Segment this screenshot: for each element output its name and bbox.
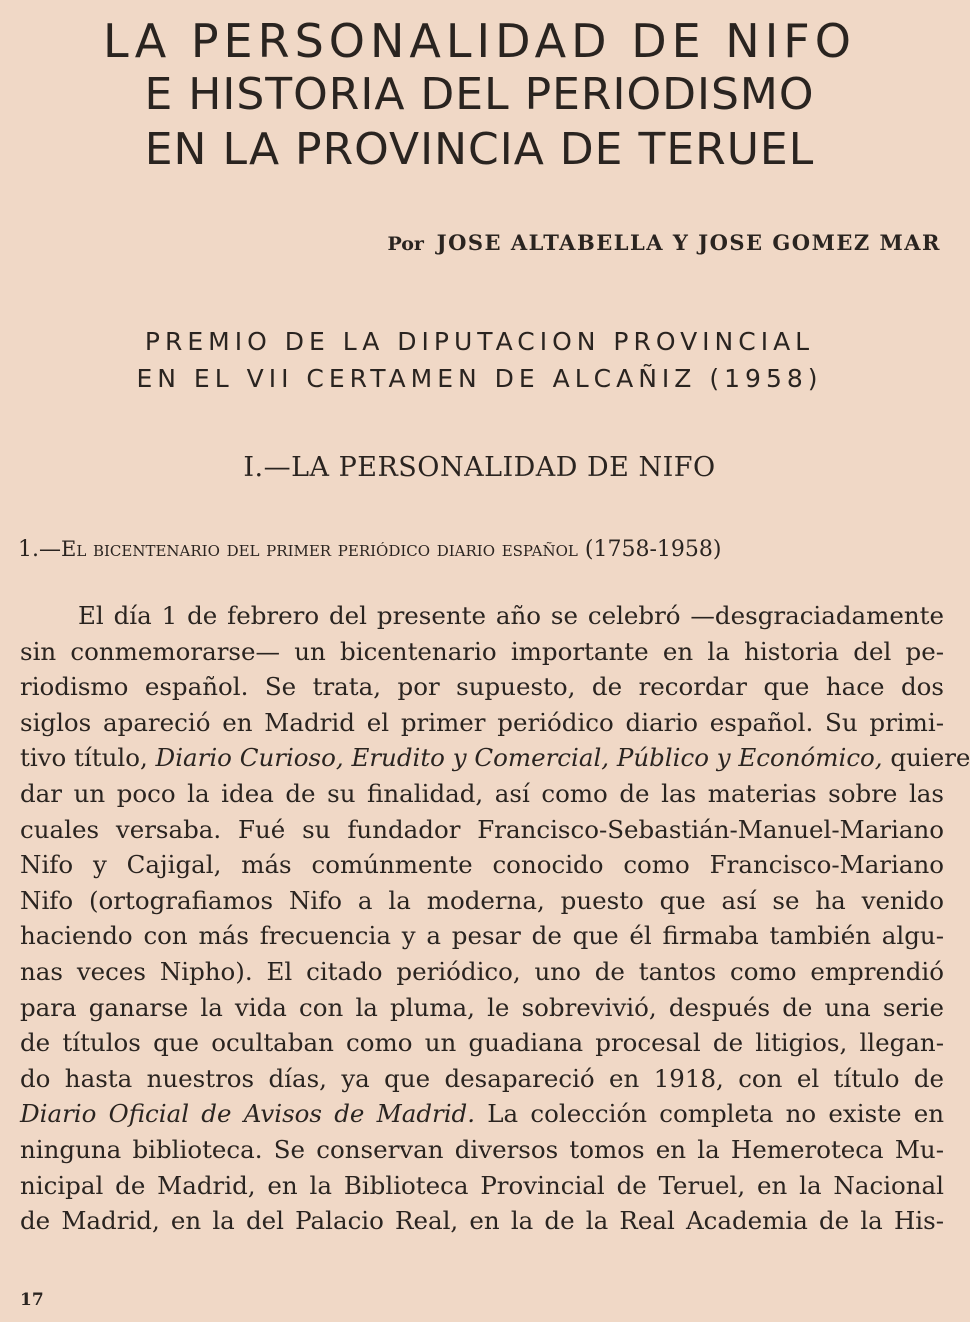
subsection-number: 1.— (18, 537, 61, 562)
text-line: nas veces Nipho). El citado periódico, uno de tantos como emprendió (20, 956, 944, 986)
text-line: Nifo y Cajigal, más comúnmente conocido como Francisco-Mariano (20, 850, 944, 880)
prize-line-2: EN EL VII CERTAMEN DE ALCAÑIZ (1958) (136, 364, 823, 393)
byline (387, 230, 941, 255)
prize-line-1: PREMIO DE LA DIPUTACION PROVINCIAL (144, 327, 815, 356)
title-line-2: E HISTORIA DEL PERIODISMO (144, 69, 815, 120)
text-line (20, 1096, 944, 1132)
page-number: 17 (20, 1290, 44, 1310)
text-line: para ganarse la vida con la pluma, le sobrevivió, después de una serie (20, 992, 944, 1022)
text-line: de títulos que ocultaban como un guadiana procesal de litigios, llegan- (20, 1028, 944, 1058)
text-segment: tivo título, (20, 743, 148, 773)
subsection-title: El bicentenario del primer periódico diario español (61, 537, 578, 561)
periodical-title: Diario Oficial de Avisos de Madrid. (20, 1099, 476, 1129)
byline-prefix: Por (387, 233, 424, 255)
section-heading: I.—LA PERSONALIDAD DE NIFO (243, 452, 716, 483)
text-line: do hasta nuestros días, ya que desapareció en 1918, con el título de (20, 1063, 944, 1093)
title-line-3: EN LA PROVINCIA DE TERUEL (144, 124, 815, 175)
text-line: Nifo (ortografiamos Nifo a la moderna, puesto que así se ha venido (20, 885, 944, 915)
text-line: El día 1 de febrero del presente año se celebró —desgraciadamente (78, 601, 944, 630)
text-line: sin conmemorarse— un bicentenario importante en la historia del pe- (20, 636, 944, 666)
text-line: riodismo español. Se trata, por supuesto, de recordar que hace dos (20, 672, 944, 702)
text-line (20, 740, 970, 776)
text-segment: quiere (890, 743, 970, 773)
periodical-title: Diario Curioso, Erudito y Comercial, Público y Económico, (155, 743, 883, 773)
subsection-years: (1758-1958) (584, 537, 722, 562)
subsection-heading (18, 537, 721, 562)
text-line: nicipal de Madrid, en la Biblioteca Provincial de Teruel, en la Nacional (20, 1170, 944, 1200)
text-line: de Madrid, en la del Palacio Real, en la de la Real Academia de la His- (20, 1206, 944, 1236)
text-line: ninguna biblioteca. Se conservan diversos tomos en la Hemeroteca Mu- (20, 1134, 944, 1164)
text-line: cuales versaba. Fué su fundador Francisco-Sebastián-Manuel-Mariano (20, 814, 944, 844)
text-line: dar un poco la idea de su finalidad, así como de las materias sobre las (20, 778, 944, 808)
text-line: siglos apareció en Madrid el primer periódico diario español. Su primi- (20, 707, 944, 737)
text-line: haciendo con más frecuencia y a pesar de que él firmaba también algu- (20, 921, 944, 951)
author-names: JOSE ALTABELLA Y JOSE GOMEZ MAR (436, 230, 941, 255)
text-segment: La colección completa no existe en (487, 1099, 944, 1129)
body-paragraph (20, 598, 970, 1239)
title-line-1: LA PERSONALIDAD DE NIFO (103, 14, 856, 68)
